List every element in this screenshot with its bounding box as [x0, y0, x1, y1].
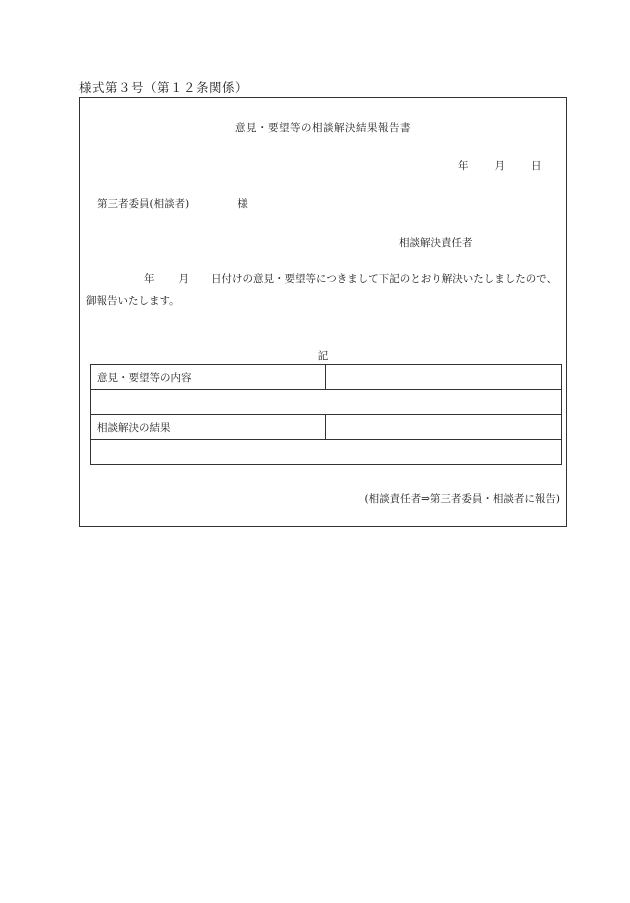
addressee-role: 第三者委員(相談者)	[97, 198, 190, 210]
addressee-honorific: 様	[237, 198, 248, 210]
addressee-line	[97, 196, 248, 211]
result-label-cell: 相談解決の結果	[91, 415, 326, 440]
body-paragraph	[86, 268, 562, 312]
date-month-label: 月	[494, 160, 505, 172]
date-day-label: 日	[531, 160, 542, 172]
table-row	[91, 390, 562, 415]
result-table	[90, 364, 562, 465]
table-row	[91, 415, 562, 440]
date-year-label: 年	[458, 160, 469, 172]
body-text: 日付けの意見・要望等につきまして下記のとおり解決いたしましたので、御報告いたします。	[86, 273, 558, 307]
report-frame	[79, 97, 567, 527]
body-year-label: 年	[144, 273, 155, 285]
table-row	[91, 440, 562, 465]
form-number-label: 様式第３号（第１２条関係）	[79, 80, 249, 95]
document-title: 意見・要望等の相談解決結果報告書	[235, 122, 411, 134]
date-line	[458, 158, 542, 173]
content-value-cell	[326, 365, 562, 390]
body-month-label: 月	[178, 273, 189, 285]
content-label-cell: 意見・要望等の内容	[91, 365, 326, 390]
result-detail-cell	[91, 440, 562, 465]
footer-note: (相談責任者⇒第三者委員・相談者に報告)	[364, 493, 560, 505]
responsible-person-label: 相談解決責任者	[399, 237, 473, 249]
content-detail-cell	[91, 390, 562, 415]
table-row	[91, 365, 562, 390]
ki-heading: 記	[317, 350, 329, 362]
result-value-cell	[326, 415, 562, 440]
